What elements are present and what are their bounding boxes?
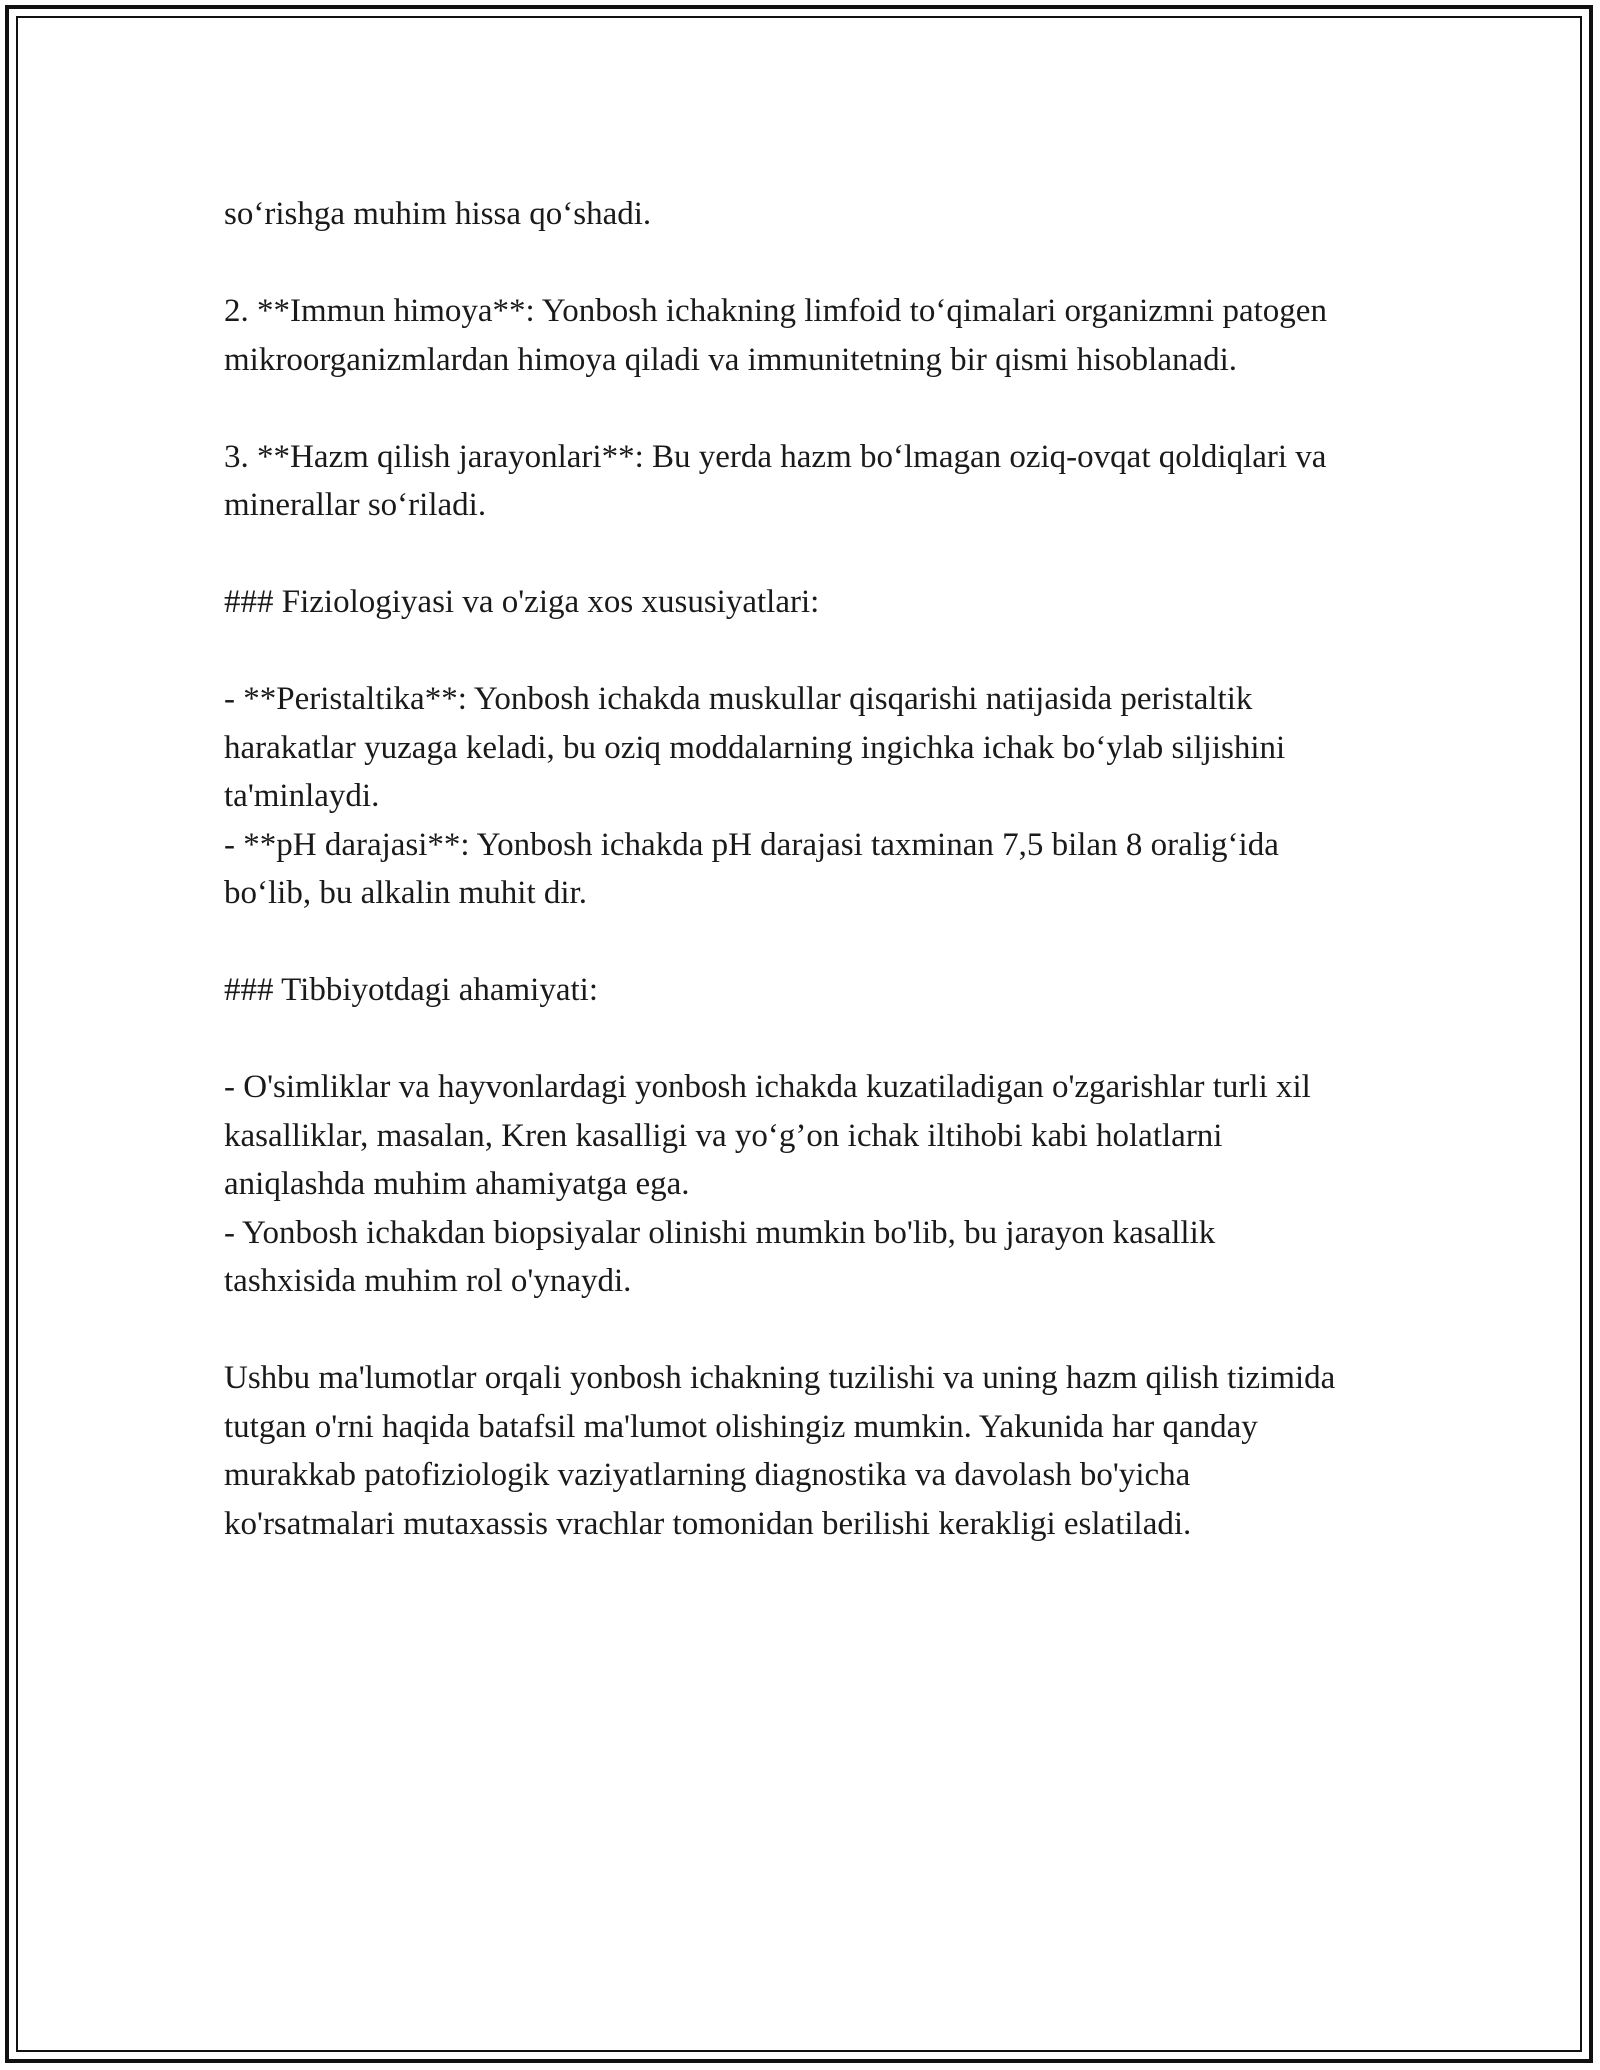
bullet-biopsiyalar: - Yonbosh ichakdan biopsiyalar olinishi mumkin bo'lib, bu jarayon kasallik tashxisida muhim rol o'ynaydi. — [224, 1214, 1216, 1299]
paragraph-continuation: so‘rishga muhim hissa qo‘shadi. — [224, 196, 652, 232]
bullet-peristaltika: - **Peristaltika**: Yonbosh ichakda muskullar qisqarishi natijasida peristaltik harakatlar yuzaga keladi, bu oziq moddalarning ingichka ichak bo‘ylab siljishini ta'minlaydi. — [224, 681, 1286, 814]
section-heading-fiziologiyasi: ### Fiziologiyasi va o'ziga xos xususiyatlari: — [224, 584, 820, 620]
closing-paragraph: Ushbu ma'lumotlar orqali yonbosh ichakning tuzilishi va uning hazm qilish tizimida tutgan o'rni haqida batafsil ma'lumot olishingiz mumkin. Yakunida har qanday murakkab patofiziologik vaziyatlarning diagnostika va davolash bo'yicha ko'rsatmalari mutaxassis vrachlar tomonidan berilishi kerakligi eslatiladi. — [224, 1360, 1336, 1542]
bullet-ph-darajasi: - **pH darajasi**: Yonbosh ichakda pH darajasi taxminan 7,5 bilan 8 oralig‘ida bo‘lib, bu alkalin muhit dir. — [224, 826, 1279, 911]
bullet-osimliklar: - O'simliklar va hayvonlardagi yonbosh ichakda kuzatiladigan o'zgarishlar turli xil kasalliklar, masalan, Kren kasalligi va yo‘g’on ichak iltihobi kabi holatlarni aniqlashda muhim ahamiyatga ega. — [224, 1069, 1311, 1202]
list-item-hazm-qilish: 3. **Hazm qilish jarayonlari**: Bu yerda hazm bo‘lmagan oziq-ovqat qoldiqlari va minerallar so‘riladi. — [224, 438, 1327, 523]
list-item-immun-himoya: 2. **Immun himoya**: Yonbosh ichakning limfoid to‘qimalari organizmni patogen mikroorganizmlardan himoya qiladi va immunitetning bir qismi hisoblanadi. — [224, 293, 1327, 378]
document-body — [224, 190, 1354, 1597]
section-heading-tibbiyotdagi: ### Tibbiyotdagi ahamiyati: — [224, 972, 599, 1008]
